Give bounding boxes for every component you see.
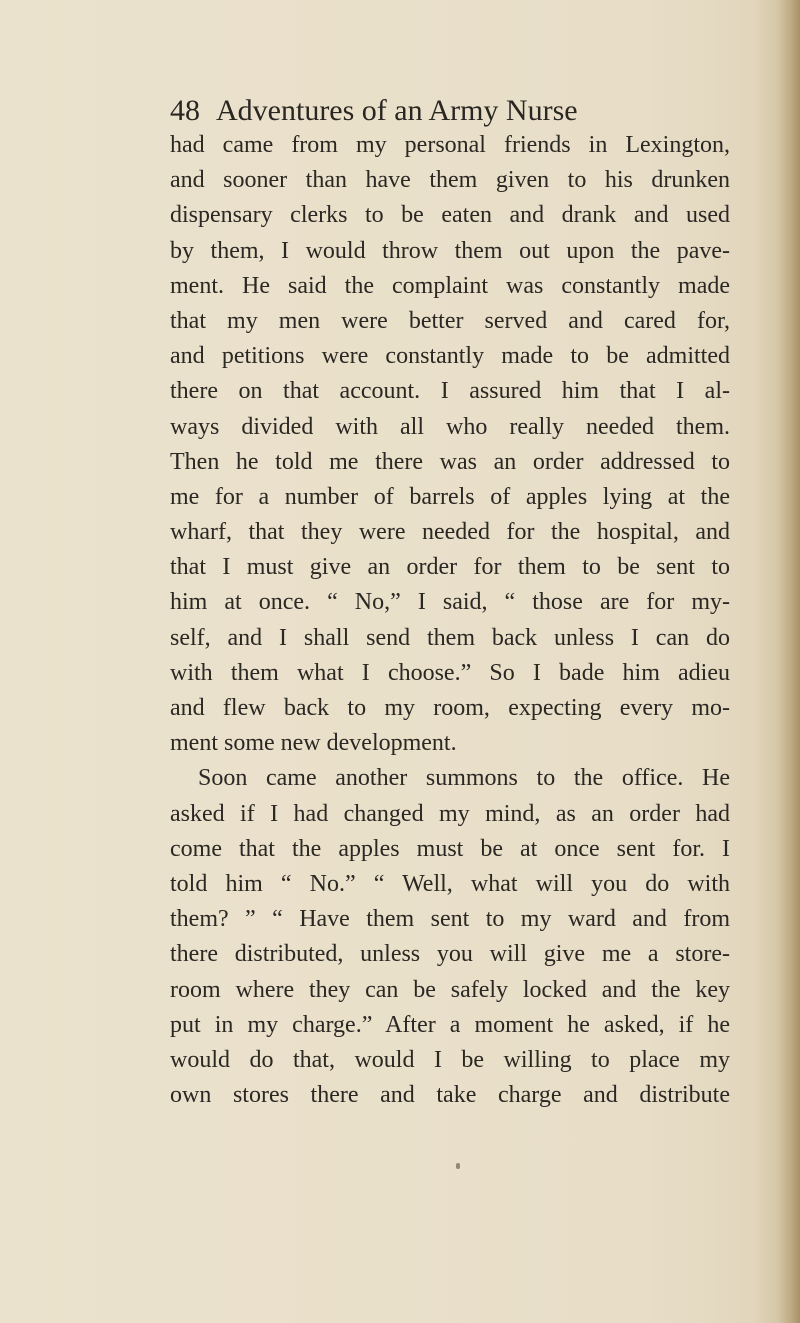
text-line: him at once. “ No,” I said, “ those are for my- <box>170 589 730 616</box>
text-line: ment some new development. <box>170 730 457 757</box>
text-line: would do that, would I be willing to place my <box>170 1046 730 1073</box>
book-title: Adventures of an Army Nurse <box>216 94 578 127</box>
text-line: there distributed, unless you will give me a store- <box>170 941 730 968</box>
text-line: them? ” “ Have them sent to my ward and from <box>170 906 730 933</box>
text-line: wharf, that they were needed for the hospital, and <box>170 519 730 546</box>
page-number: 48 <box>170 94 200 127</box>
text-line: Then he told me there was an order addressed to <box>170 448 730 475</box>
text-line: there on that account. I assured him that I al- <box>170 378 730 405</box>
text-line: told him “ No.” “ Well, what will you do with <box>170 870 730 897</box>
text-line: and flew back to my room, expecting every mo- <box>170 695 730 721</box>
text-line: come that the apples must be at once sent for. I <box>170 835 730 862</box>
text-line: dispensary clerks to be eaten and drank and used <box>170 202 730 229</box>
ink-speck <box>456 1163 460 1169</box>
text-line: room where they can be safely locked and the key <box>170 976 730 1003</box>
text-line: ways divided with all who really needed them. <box>170 413 730 440</box>
text-line: Soon came another summons to the office. He <box>198 765 730 792</box>
text-line: me for a number of barrels of apples lying at the <box>170 483 730 510</box>
text-line: ment. He said the complaint was constantly made <box>170 272 730 299</box>
text-line: self, and I shall send them back unless I can do <box>170 624 730 651</box>
text-line: by them, I would throw them out upon the pave- <box>170 237 730 264</box>
text-line: with them what I choose.” So I bade him adieu <box>170 659 730 686</box>
text-line: that my men were better served and cared for, <box>170 307 730 334</box>
text-line: and petitions were constantly made to be admitted <box>170 343 730 370</box>
page-edge-shadow <box>778 0 800 1323</box>
text-line: asked if I had changed my mind, as an order had <box>170 800 730 827</box>
text-line: put in my charge.” After a moment he asked, if he <box>170 1011 730 1038</box>
text-line: and sooner than have them given to his drunken <box>170 167 730 194</box>
text-line: had came from my personal friends in Lexington, <box>170 132 730 158</box>
body-text <box>170 128 730 1113</box>
text-line: that I must give an order for them to be sent to <box>170 554 730 581</box>
text-line: own stores there and take charge and distribute <box>170 1082 730 1109</box>
